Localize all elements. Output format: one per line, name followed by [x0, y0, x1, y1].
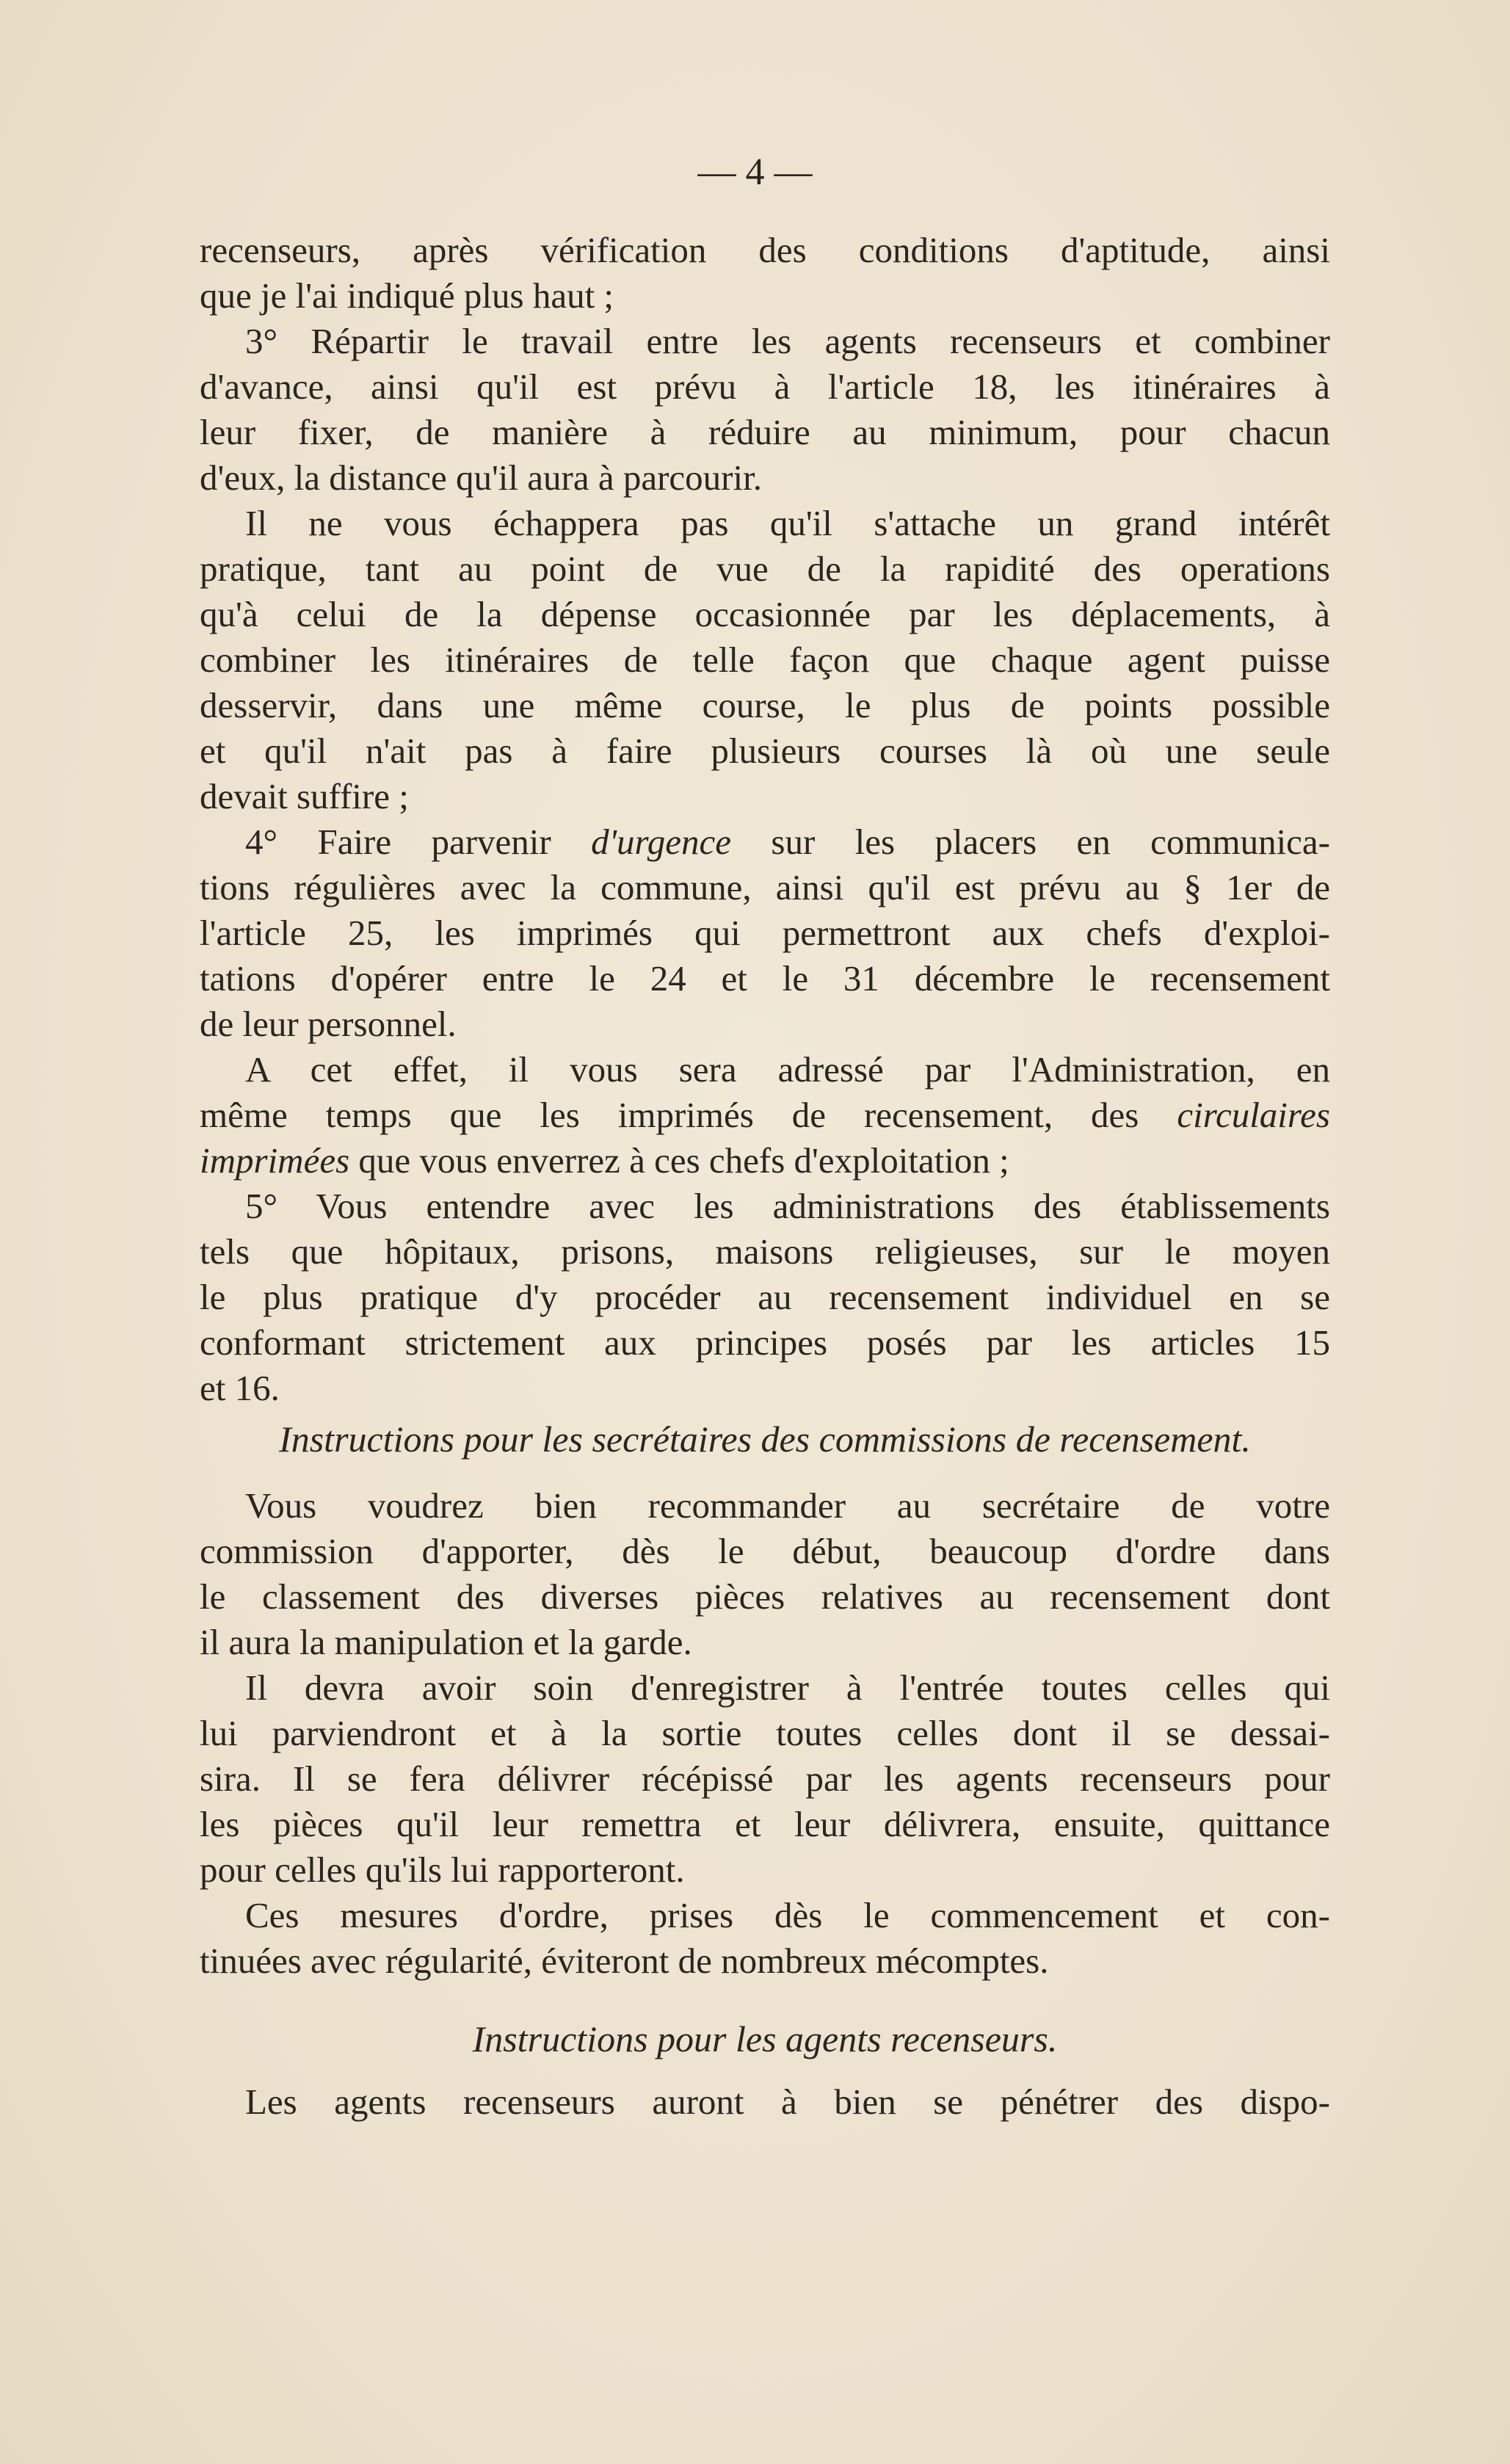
text-segment: combiner les itinéraires de telle façon que chaque agent puisse: [200, 639, 1330, 680]
text-line: [200, 1529, 1330, 1574]
text-segment: et 16.: [200, 1368, 280, 1408]
text-line: [200, 1138, 1330, 1184]
text-line: [200, 1665, 1330, 1711]
text-line: [200, 546, 1330, 592]
text-line: [200, 1847, 1330, 1893]
text-line: [200, 774, 1330, 819]
text-segment: l'article 25, les imprimés qui permettront aux chefs d'exploi-: [200, 913, 1330, 953]
italic-text: circulaires: [1177, 1095, 1330, 1135]
text-line: [200, 1366, 1330, 1411]
text-line: [200, 1756, 1330, 1802]
section-secretaires: [200, 1483, 1330, 1984]
text-line: [200, 1001, 1330, 1047]
text-line: [200, 1620, 1330, 1665]
text-segment: qu'à celui de la dépense occasionnée par les déplacements, à: [200, 594, 1330, 634]
text-line: [200, 501, 1330, 546]
text-line: [200, 1938, 1330, 1984]
text-segment: Il ne vous échappera pas qu'il s'attache un grand intérêt: [245, 503, 1330, 543]
text-line: [200, 1483, 1330, 1529]
text-line: [200, 1320, 1330, 1366]
text-segment: 3° Répartir le travail entre les agents recenseurs et combiner: [245, 321, 1330, 361]
text-line: [200, 728, 1330, 774]
text-segment: A cet effet, il vous sera adressé par l'Administration, en: [245, 1049, 1330, 1090]
text-line: [200, 1229, 1330, 1275]
text-segment: recenseurs, après vérification des conditions d'aptitude, ainsi: [200, 230, 1330, 270]
text-segment: Ces mesures d'ordre, prises dès le commencement et con-: [245, 1895, 1330, 1935]
text-line: [200, 273, 1330, 319]
text-line: [200, 910, 1330, 956]
heading-agents-recenseurs: Instructions pour les agents recenseurs.: [472, 2018, 1058, 2059]
text-segment: pratique, tant au point de vue de la rapidité des operations: [200, 548, 1330, 589]
text-segment: d'avance, ainsi qu'il est prévu à l'article 18, les itinéraires à: [200, 366, 1330, 407]
text-segment: tions régulières avec la commune, ainsi qu'il est prévu au § 1er de: [200, 867, 1330, 907]
text-line: [200, 364, 1330, 410]
text-line: [200, 1047, 1330, 1093]
text-segment: d'eux, la distance qu'il aura à parcourir.: [200, 457, 762, 498]
text-line: [200, 228, 1330, 273]
text-segment: les pièces qu'il leur remettra et leur délivrera, ensuite, quittance: [200, 1804, 1330, 1844]
text-line: [200, 1711, 1330, 1756]
text-segment: 4° Faire parvenir: [245, 822, 592, 862]
text-line: [200, 1574, 1330, 1620]
text-segment: que vous enverrez à ces chefs d'exploitation ;: [349, 1140, 1009, 1181]
text-segment: sur les placers en communica-: [731, 822, 1330, 862]
text-segment: même temps que les imprimés de recensement, des: [200, 1095, 1177, 1135]
text-segment: le classement des diverses pièces relatives au recensement dont: [200, 1576, 1330, 1617]
text-line: [200, 683, 1330, 728]
text-segment: que je l'ai indiqué plus haut ;: [200, 275, 614, 316]
text-segment: devait suffire ;: [200, 776, 409, 816]
text-line: [200, 819, 1330, 865]
text-line: [200, 455, 1330, 501]
text-segment: desservir, dans une même course, le plus de points possible: [200, 685, 1330, 725]
page-number: — 4 —: [697, 151, 813, 193]
text-line: [200, 410, 1330, 455]
text-segment: de leur personnel.: [200, 1004, 457, 1044]
text-segment: tels que hôpitaux, prisons, maisons religieuses, sur le moyen: [200, 1231, 1330, 1272]
text-line: [200, 1802, 1330, 1847]
text-segment: et qu'il n'ait pas à faire plusieurs courses là où une seule: [200, 731, 1330, 771]
text-line: [200, 592, 1330, 637]
section-instructions-continued: [200, 228, 1330, 1411]
section-agents-recenseurs: [200, 2079, 1330, 2125]
italic-text: d'urgence: [591, 822, 732, 862]
text-segment: tations d'opérer entre le 24 et le 31 décembre le recensement: [200, 958, 1330, 999]
text-segment: lui parviendront et à la sortie toutes celles dont il se dessai-: [200, 1713, 1330, 1753]
text-line: [200, 1184, 1330, 1229]
text-segment: il aura la manipulation et la garde.: [200, 1622, 692, 1662]
text-line: [200, 1893, 1330, 1938]
text-line: [200, 956, 1330, 1001]
text-line: [200, 319, 1330, 364]
text-segment: Il devra avoir soin d'enregistrer à l'entrée toutes celles qui: [245, 1667, 1330, 1708]
text-line: [200, 1093, 1330, 1138]
text-segment: Vous voudrez bien recommander au secrétaire de votre: [245, 1485, 1330, 1526]
text-segment: 5° Vous entendre avec les administrations des établissements: [245, 1186, 1330, 1226]
text-line: [200, 637, 1330, 683]
heading-secretaires: Instructions pour les secrétaires des commissions de recensement.: [279, 1418, 1251, 1460]
text-segment: le plus pratique d'y procéder au recensement individuel en se: [200, 1277, 1330, 1317]
text-line: [200, 2079, 1330, 2125]
text-segment: sira. Il se fera délivrer récépissé par les agents recenseurs pour: [200, 1758, 1330, 1799]
text-segment: commission d'apporter, dès le début, beaucoup d'ordre dans: [200, 1531, 1330, 1571]
text-segment: leur fixer, de manière à réduire au minimum, pour chacun: [200, 412, 1330, 452]
text-segment: conformant strictement aux principes posés par les articles 15: [200, 1322, 1330, 1363]
text-line: [200, 865, 1330, 910]
text-segment: pour celles qu'ils lui rapporteront.: [200, 1849, 685, 1890]
text-segment: tinuées avec régularité, éviteront de nombreux mécomptes.: [200, 1941, 1049, 1981]
italic-text: imprimées: [200, 1140, 350, 1181]
text-line: [200, 1275, 1330, 1320]
text-segment: Les agents recenseurs auront à bien se pénétrer des dispo-: [245, 2081, 1330, 2122]
